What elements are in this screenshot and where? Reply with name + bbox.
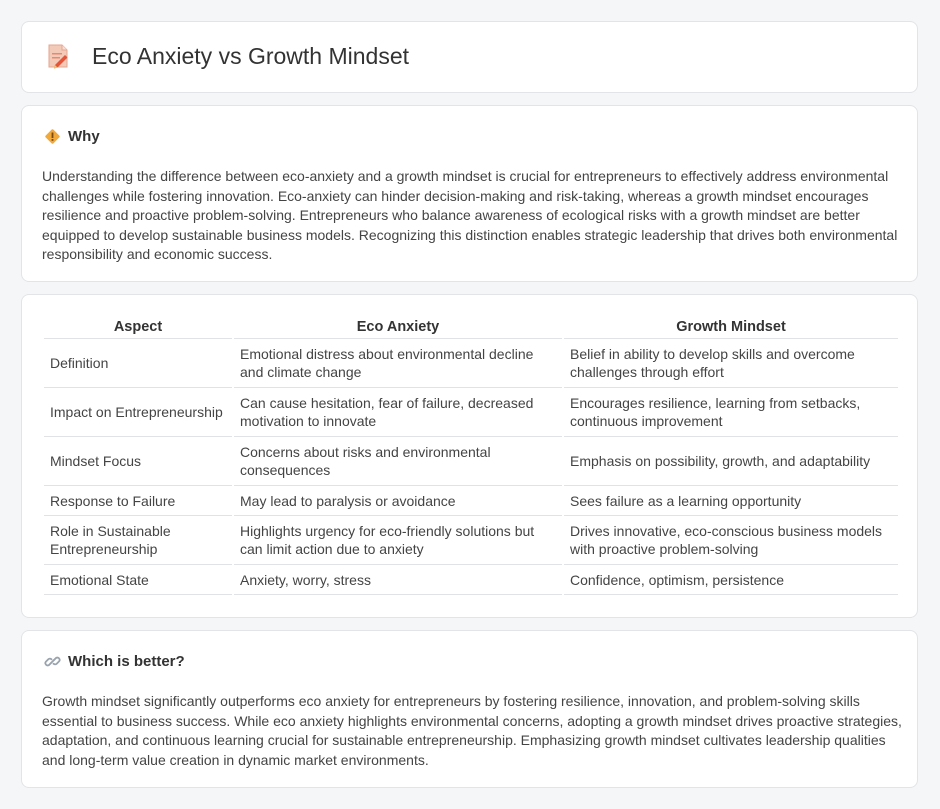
table-cell-growth-mindset: Confidence, optimism, persistence xyxy=(564,565,898,595)
table-cell-growth-mindset: Encourages resilience, learning from setbacks, continuous improvement xyxy=(564,388,898,437)
table-cell-eco-anxiety: Emotional distress about environmental decline and climate change xyxy=(234,339,562,388)
which-is-better-card xyxy=(21,630,918,788)
why-heading-label: Why xyxy=(68,128,100,145)
title-row xyxy=(46,42,409,70)
document-pencil-icon xyxy=(46,42,70,70)
link-icon xyxy=(44,653,61,670)
column-header-aspect: Aspect xyxy=(44,316,232,339)
table-cell-eco-anxiety: Highlights urgency for eco-friendly solutions but can limit action due to anxiety xyxy=(234,516,562,565)
column-header-growth-mindset: Growth Mindset xyxy=(564,316,898,339)
title-card xyxy=(21,21,918,93)
table-cell-aspect: Definition xyxy=(44,339,232,388)
table-cell-growth-mindset: Emphasis on possibility, growth, and adaptability xyxy=(564,437,898,486)
table-cell-growth-mindset: Sees failure as a learning opportunity xyxy=(564,486,898,516)
table-row xyxy=(44,486,898,516)
table-cell-eco-anxiety: Concerns about risks and environmental consequences xyxy=(234,437,562,486)
table-row xyxy=(44,516,898,565)
table-row xyxy=(44,437,898,486)
table-cell-aspect: Emotional State xyxy=(44,565,232,595)
why-paragraph: Understanding the difference between eco-anxiety and a growth mindset is crucial for entrepreneurs to effectively address environmental challenges while fostering innovation. Eco-anxiety can hinder decision-making and risk-taking, whereas a growth mindset encourages resilience and proactive problem-solving. Entrepreneurs who balance awareness of ecological risks with a growth mindset are better equipped to develop sustainable business models. Recognizing this distinction enables strategic leadership that drives both environmental responsibility and economic success. xyxy=(42,168,898,262)
table-row xyxy=(44,565,898,595)
page-title: Eco Anxiety vs Growth Mindset xyxy=(92,42,410,69)
which-is-better-heading-label: Which is better? xyxy=(68,653,185,670)
table-row xyxy=(44,388,898,437)
comparison-table xyxy=(42,316,900,595)
table-cell-growth-mindset: Drives innovative, eco-conscious business models with proactive problem-solving xyxy=(564,516,898,565)
table-header-row xyxy=(44,316,898,339)
diamond-sign-icon xyxy=(44,128,61,145)
table-row xyxy=(44,339,898,388)
why-heading xyxy=(44,128,100,145)
table-cell-eco-anxiety: Anxiety, worry, stress xyxy=(234,565,562,595)
why-card xyxy=(21,105,918,282)
table-cell-eco-anxiety: May lead to paralysis or avoidance xyxy=(234,486,562,516)
which-is-better-heading xyxy=(44,653,185,670)
table-cell-aspect: Response to Failure xyxy=(44,486,232,516)
which-is-better-paragraph: Growth mindset significantly outperforms eco anxiety for entrepreneurs by fostering resilience, innovation, and problem-solving skills essential to business success. While eco anxiety highlights environmental concerns, adopting a growth mindset drives proactive strategies, adaptation, and continuous learning crucial for sustainable entrepreneurship. Emphasizing growth mindset cultivates leadership qualities and long-term value creation in dynamic market environments. xyxy=(42,693,902,768)
table-cell-growth-mindset: Belief in ability to develop skills and overcome challenges through effort xyxy=(564,339,898,388)
table-cell-aspect: Role in Sustainable Entrepreneurship xyxy=(44,516,232,565)
table-cell-aspect: Impact on Entrepreneurship xyxy=(44,388,232,437)
table-cell-aspect: Mindset Focus xyxy=(44,437,232,486)
table-cell-eco-anxiety: Can cause hesitation, fear of failure, decreased motivation to innovate xyxy=(234,388,562,437)
comparison-card xyxy=(21,294,918,618)
column-header-eco-anxiety: Eco Anxiety xyxy=(234,316,562,339)
